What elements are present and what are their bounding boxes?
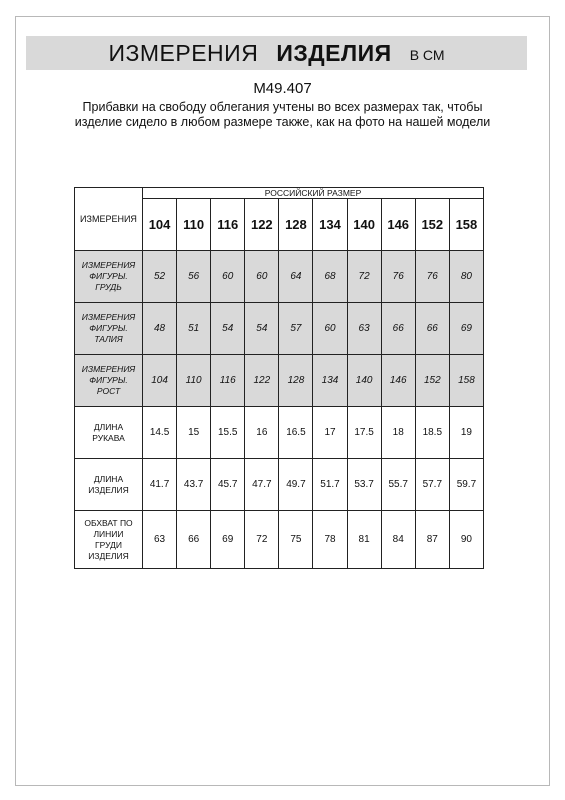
table-cell: 16.5 (279, 407, 313, 459)
row-label: ИЗМЕРЕНИЯ ФИГУРЫ. ТАЛИЯ (75, 303, 143, 355)
table-cell: 75 (279, 511, 313, 569)
table-cell: 43.7 (177, 459, 211, 511)
fit-note: Прибавки на свободу облегания учтены во всех размерах так, чтобы изделие сидело в любом размере также, как на фото на нашей модели (74, 100, 491, 129)
table-cell: 55.7 (381, 459, 415, 511)
table-row (75, 407, 484, 459)
table-cell: 152 (415, 355, 449, 407)
table-cell: 78 (313, 511, 347, 569)
table-cell: 72 (245, 511, 279, 569)
size-header: 122 (245, 199, 279, 251)
table-cell: 72 (347, 251, 381, 303)
size-header: 116 (211, 199, 245, 251)
table-cell: 54 (211, 303, 245, 355)
table-row (75, 355, 484, 407)
table-cell: 14.5 (143, 407, 177, 459)
table-cell: 51.7 (313, 459, 347, 511)
table-cell: 41.7 (143, 459, 177, 511)
table-cell: 18.5 (415, 407, 449, 459)
table-cell: 134 (313, 355, 347, 407)
size-header: 140 (347, 199, 381, 251)
table-cell: 54 (245, 303, 279, 355)
table-cell: 84 (381, 511, 415, 569)
table-cell: 47.7 (245, 459, 279, 511)
row-label: ДЛИНА ИЗДЕЛИЯ (75, 459, 143, 511)
table-cell: 16 (245, 407, 279, 459)
table-cell: 146 (381, 355, 415, 407)
row-label: ДЛИНА РУКАВА (75, 407, 143, 459)
title-units: В СМ (409, 47, 445, 63)
title-measurements: ИЗМЕРЕНИЯ (108, 39, 259, 66)
table-cell: 69 (449, 303, 483, 355)
table-cell: 15.5 (211, 407, 245, 459)
table-cell: 66 (381, 303, 415, 355)
table-cell: 45.7 (211, 459, 245, 511)
table-cell: 56 (177, 251, 211, 303)
table-cell: 48 (143, 303, 177, 355)
table-cell: 81 (347, 511, 381, 569)
table-row (75, 511, 484, 569)
size-header: 134 (313, 199, 347, 251)
size-header: 146 (381, 199, 415, 251)
table-cell: 158 (449, 355, 483, 407)
table-cell: 51 (177, 303, 211, 355)
table-cell: 60 (313, 303, 347, 355)
title-product: ИЗДЕЛИЯ (276, 39, 392, 66)
table-cell: 52 (143, 251, 177, 303)
table-cell: 53.7 (347, 459, 381, 511)
article-number: M49.407 (253, 80, 312, 97)
table-cell: 49.7 (279, 459, 313, 511)
size-header: 110 (177, 199, 211, 251)
row-label: ИЗМЕРЕНИЯ ФИГУРЫ. ГРУДЬ (75, 251, 143, 303)
table-cell: 128 (279, 355, 313, 407)
size-table (74, 187, 484, 569)
table-cell: 59.7 (449, 459, 483, 511)
table-cell: 122 (245, 355, 279, 407)
table-cell: 17.5 (347, 407, 381, 459)
row-label: ОБХВАТ ПО ЛИНИИ ГРУДИ ИЗДЕЛИЯ (75, 511, 143, 569)
table-cell: 140 (347, 355, 381, 407)
table-cell: 63 (347, 303, 381, 355)
title-banner (26, 36, 527, 70)
table-cell: 18 (381, 407, 415, 459)
table-cell: 116 (211, 355, 245, 407)
table-cell: 64 (279, 251, 313, 303)
table-cell: 68 (313, 251, 347, 303)
header-measurements-label: ИЗМЕРЕНИЯ (75, 188, 143, 251)
russian-size-label: РОССИЙСКИЙ РАЗМЕР (143, 188, 484, 199)
table-cell: 17 (313, 407, 347, 459)
table-cell: 76 (381, 251, 415, 303)
row-label: ИЗМЕРЕНИЯ ФИГУРЫ. РОСТ (75, 355, 143, 407)
table-cell: 80 (449, 251, 483, 303)
size-header: 158 (449, 199, 483, 251)
size-header: 152 (415, 199, 449, 251)
table-cell: 69 (211, 511, 245, 569)
table-row (75, 251, 484, 303)
table-cell: 57.7 (415, 459, 449, 511)
table-cell: 104 (143, 355, 177, 407)
table-cell: 76 (415, 251, 449, 303)
table-cell: 90 (449, 511, 483, 569)
table-cell: 110 (177, 355, 211, 407)
table-cell: 15 (177, 407, 211, 459)
table-cell: 87 (415, 511, 449, 569)
table-row (75, 303, 484, 355)
table-row (75, 459, 484, 511)
table-cell: 63 (143, 511, 177, 569)
table-cell: 19 (449, 407, 483, 459)
size-header: 104 (143, 199, 177, 251)
table-cell: 66 (177, 511, 211, 569)
table-cell: 66 (415, 303, 449, 355)
size-header: 128 (279, 199, 313, 251)
table-cell: 57 (279, 303, 313, 355)
table-cell: 60 (245, 251, 279, 303)
table-cell: 60 (211, 251, 245, 303)
